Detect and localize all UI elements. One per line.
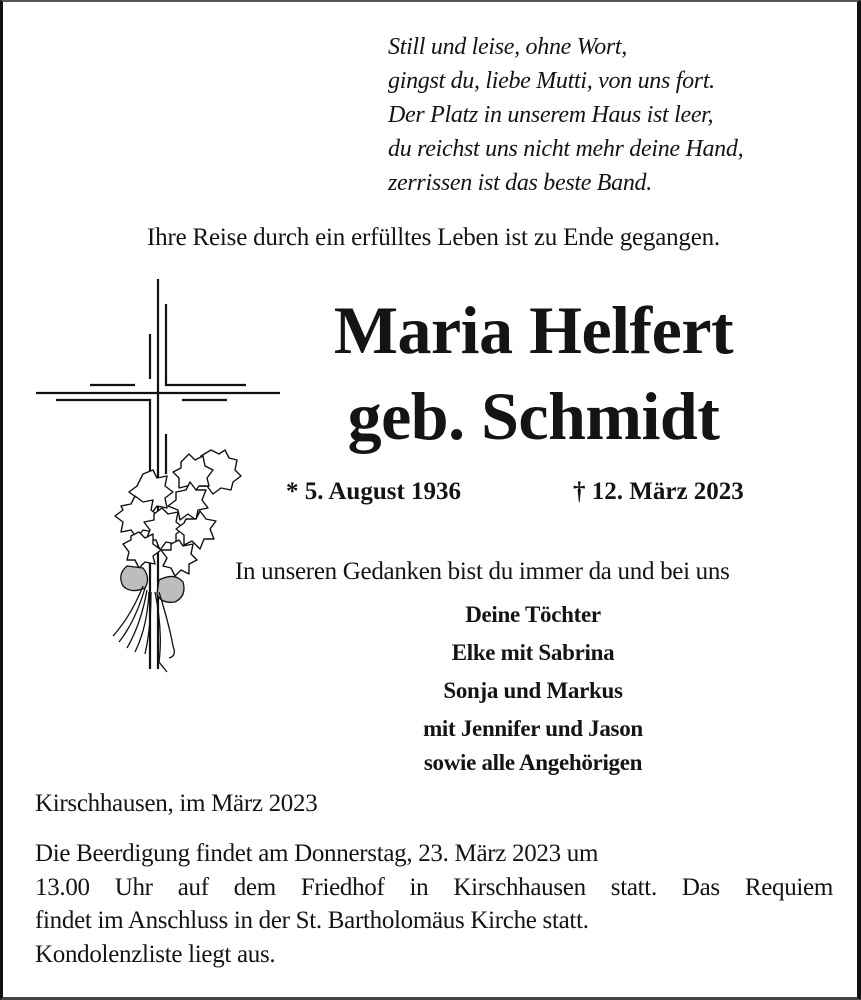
poem-line: Still und leise, ohne Wort, [388,34,628,60]
poem-line: zerrissen ist das beste Band. [388,170,652,196]
funeral-line: Die Beerdigung findet am Donnerstag, 23. März 2023 um [35,840,599,867]
deceased-name: Maria Helfert [333,292,734,368]
maiden-name: geb. Schmidt [347,378,720,454]
place-and-date: Kirschhausen, im März 2023 [35,790,318,817]
mourner-line: Deine Töchter [465,602,601,627]
poem-line: gingst du, liebe Mutti, von uns fort. [388,68,715,94]
remembrance-line: In unseren Gedanken bist du immer da und bei uns [235,558,730,585]
funeral-line: findet im Anschluss in der St. Bartholomäus Kirche statt. [35,907,589,934]
mourner-line: Elke mit Sabrina [451,640,615,665]
cross-with-lily-bouquet-icon [31,274,291,684]
funeral-details [35,837,833,971]
poem-line: du reichst uns nicht mehr deine Hand, [388,136,744,162]
death-date: † 12. März 2023 [573,478,744,505]
funeral-line: Kondolenzliste liegt aus. [35,940,276,968]
poem-line: Der Platz in unserem Haus ist leer, [388,102,714,128]
poem [388,30,743,200]
mourner-line: sowie alle Angehörigen [423,750,643,775]
birth-date: * 5. August 1936 [286,478,462,505]
mourner-line: Sonja und Markus [443,678,623,703]
funeral-line: 13.00 Uhr auf dem Friedhof in Kirschhausen statt. Das Requiem [35,873,833,901]
mourner-line: mit Jennifer und Jason [423,716,643,741]
mourners-list [383,596,683,782]
intro-text: Ihre Reise durch ein erfülltes Leben ist zu Ende gegangen. [147,224,720,251]
